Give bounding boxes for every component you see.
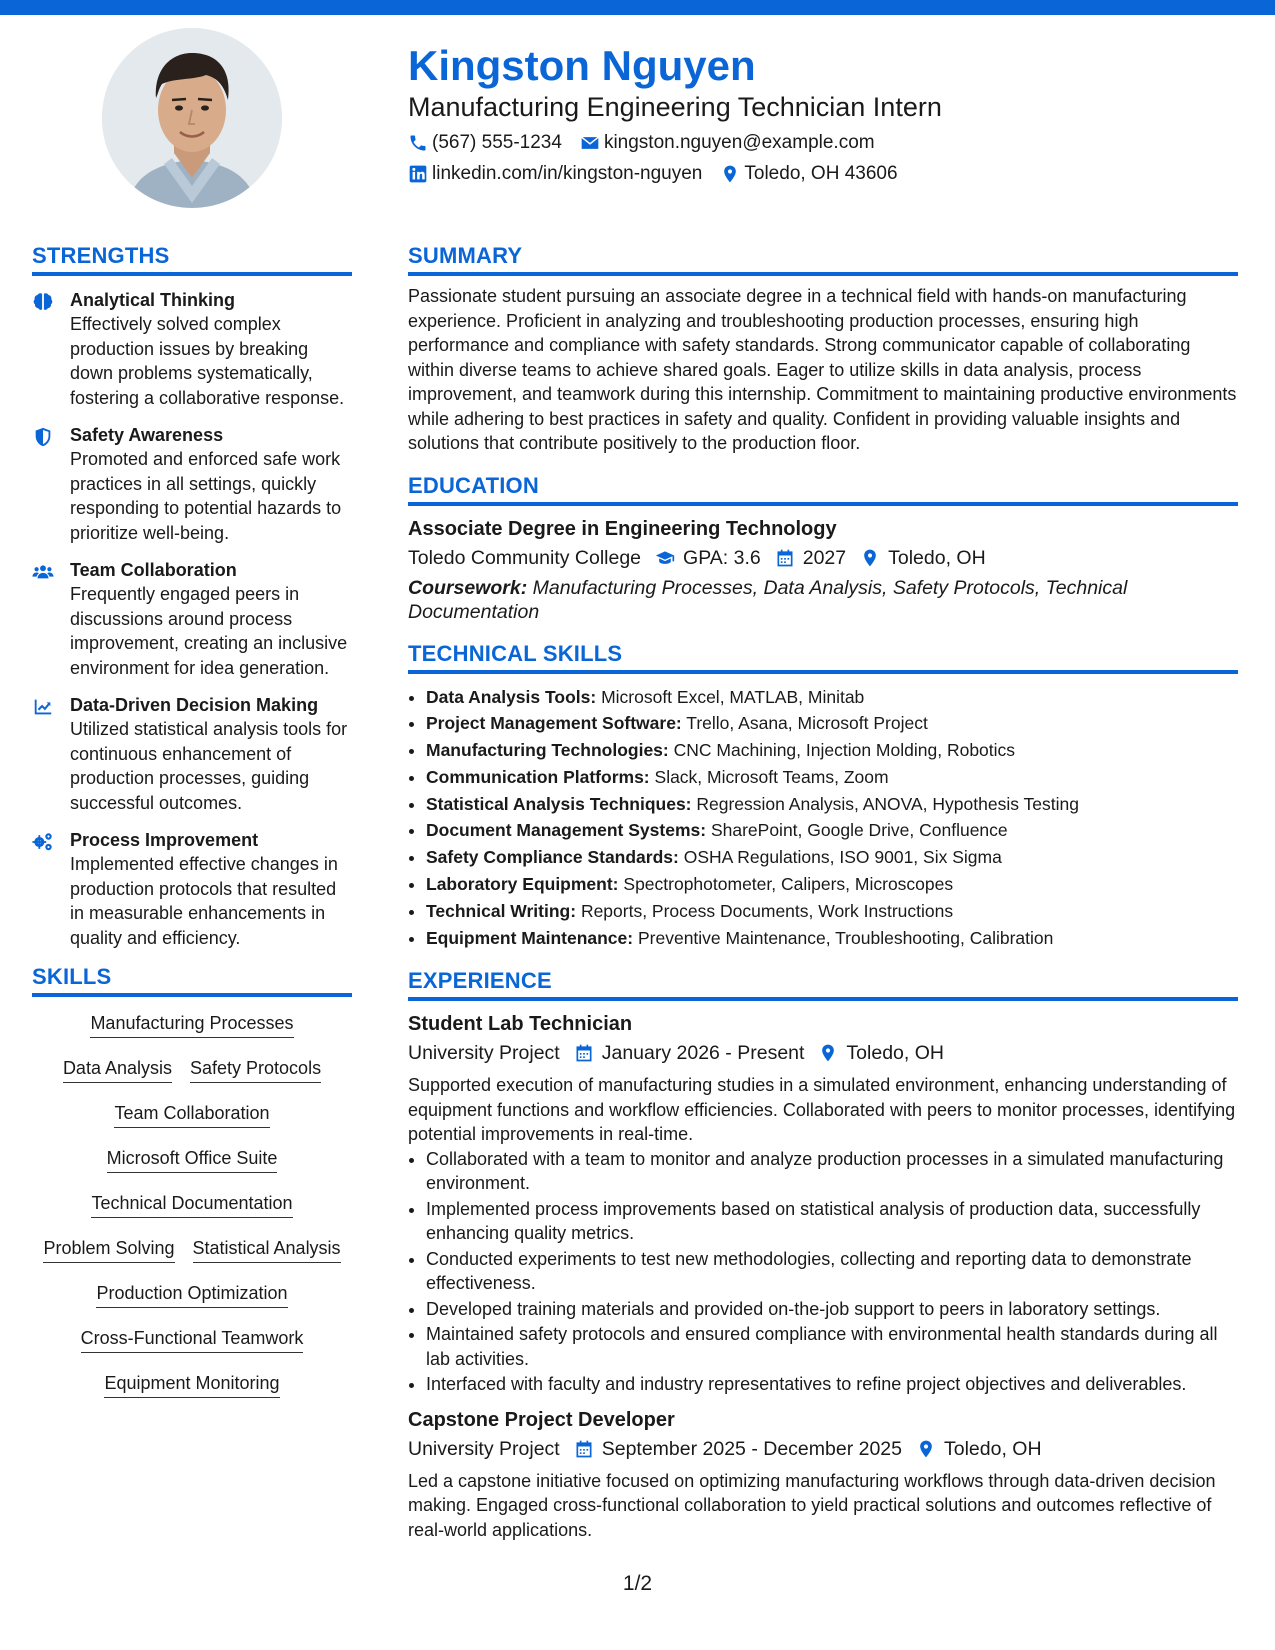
job-location (818, 1039, 944, 1067)
strength-item (32, 423, 352, 545)
email-link[interactable]: kingston.nguyen@example.com (603, 132, 875, 153)
calendar-icon (574, 1043, 594, 1063)
tech-skill-label: Project Management Software: (426, 713, 682, 734)
job-entry (408, 1407, 1238, 1543)
skill-tag: Equipment Monitoring (104, 1371, 279, 1398)
job-location-text: Toledo, OH (943, 1437, 1042, 1460)
strength-desc: Promoted and enforced safe work practices in all settings, quickly responding to potential hazards to prioritize well-being. (70, 449, 342, 543)
linkedin-link[interactable]: linkedin.com/in/kingston-nguyen (432, 163, 703, 184)
strength-item (32, 288, 352, 410)
email-contact[interactable] (580, 131, 875, 155)
strength-item (32, 693, 352, 815)
chart-line-icon (32, 696, 54, 718)
strengths-heading: STRENGTHS (32, 242, 352, 276)
strength-desc: Frequently engaged peers in discussions around process improvement, creating an inclusive environment for idea generation. (70, 584, 348, 678)
graduation-cap-icon (655, 548, 675, 568)
list-item (426, 737, 1238, 764)
skill-tag: Safety Protocols (190, 1056, 321, 1083)
tech-skill-value: Microsoft Excel, MATLAB, Minitab (601, 686, 865, 707)
list-item (426, 710, 1238, 737)
skill-tag: Manufacturing Processes (90, 1011, 293, 1038)
job-title: Capstone Project Developer (408, 1408, 675, 1431)
skill-tag: Cross-Functional Teamwork (81, 1326, 304, 1353)
calendar-icon (574, 1439, 594, 1459)
strength-desc: Effectively solved complex production issues by breaking down problems systematically, fostering a collaborative response. (70, 314, 345, 408)
skill-tag: Team Collaboration (114, 1101, 269, 1128)
list-item: • Interfaced with faculty and industry representatives to refine project objectives and deliverables. (426, 1372, 1238, 1397)
list-item: • Maintained safety protocols and ensured compliance with environmental health standards during all lab activities. (426, 1322, 1238, 1371)
skill-tag: Statistical Analysis (193, 1236, 341, 1263)
list-item (426, 684, 1238, 711)
tech-skill-label: Manufacturing Technologies: (426, 740, 669, 761)
coursework-text: Manufacturing Processes, Data Analysis, Safety Protocols, Technical Documentation (408, 576, 1128, 623)
map-pin-icon (720, 164, 740, 184)
job-description: Supported execution of manufacturing studies in a simulated environment, enhancing understanding of equipment functions and workflow efficiencies. Collaborated with peers to monitor processes, identifying potential improvements in real-time. (408, 1075, 1236, 1145)
shield-icon (32, 426, 54, 448)
strength-title: Process Improvement (70, 830, 259, 850)
job-meta (408, 1039, 1238, 1067)
job-dates (574, 1435, 902, 1463)
strength-desc: Utilized statistical analysis tools for continuous enhancement of production processes, guiding successful outcomes. (70, 719, 348, 813)
job-title: Student Lab Technician (408, 1013, 633, 1036)
location-contact (720, 162, 897, 186)
list-item (426, 898, 1238, 925)
education-heading: EDUCATION (408, 472, 1238, 506)
list-item: • Developed training materials and provided on-the-job support to peers in laboratory settings. (426, 1297, 1238, 1322)
job-dates-text: January 2026 - Present (601, 1042, 805, 1065)
strength-item (32, 558, 352, 680)
education-section (408, 472, 1238, 624)
tech-skill-label: Document Management Systems: (426, 820, 707, 841)
school-name (408, 544, 641, 572)
strength-title: Analytical Thinking (70, 290, 236, 310)
skill-tag: Problem Solving (43, 1236, 174, 1263)
tech-skill-value: CNC Machining, Injection Molding, Robotics (673, 740, 1016, 761)
brain-icon (32, 291, 54, 313)
job-org (408, 1039, 560, 1067)
strength-title: Safety Awareness (70, 425, 224, 445)
strengths-list (32, 288, 352, 950)
list-item (426, 925, 1238, 952)
tech-skill-label: Safety Compliance Standards: (426, 847, 679, 868)
tech-skill-value: Trello, Asana, Microsoft Project (686, 713, 928, 734)
summary-heading: SUMMARY (408, 242, 1238, 276)
coursework (408, 576, 1238, 624)
tech-skill-label: Data Analysis Tools: (426, 686, 597, 707)
education-meta (408, 544, 1238, 572)
list-item (426, 791, 1238, 818)
tech-skill-value: Reports, Process Documents, Work Instructions (580, 900, 954, 921)
school-text: Toledo Community College (408, 546, 642, 569)
technical-skills-heading: TECHNICAL SKILLS (408, 640, 1238, 674)
candidate-name: Kingston Nguyen (408, 42, 756, 89)
experience-heading: EXPERIENCE (408, 967, 1238, 1001)
list-item (426, 764, 1238, 791)
skill-tag: Data Analysis (63, 1056, 172, 1083)
edu-location-text: Toledo, OH (888, 546, 986, 569)
technical-skills-section (408, 640, 1238, 952)
contact-row-2 (408, 162, 1238, 186)
tech-skill-value: SharePoint, Google Drive, Confluence (710, 820, 1008, 841)
summary-text: Passionate student pursuing an associate degree in a technical field with hands-on manufacturing experience. Proficient in analyzing and troubleshooting production processes, ensuring high performance and compliance with safety standards. Strong communicator capable of collaborating within diverse teams to achieve shared goals. Eager to utilize skills in data analysis, process improvement, and teamwork during this internship. Commitment to maintaining productive environments while adhering to best practices in safety and quality. Confident in providing valuable insights and solutions that contribute positively to the production floor. (408, 286, 1237, 453)
tech-skill-label: Statistical Analysis Techniques: (426, 793, 692, 814)
page-number: 1/2 (622, 1572, 653, 1595)
tech-skill-value: Slack, Microsoft Teams, Zoom (654, 766, 889, 787)
linkedin-icon (408, 164, 428, 184)
candidate-title: Manufacturing Engineering Technician Intern (408, 92, 942, 122)
list-item: • Implemented process improvements based on statistical analysis of production data, successfully enhancing quality metrics. (426, 1197, 1238, 1246)
skill-tag: Technical Documentation (91, 1191, 292, 1218)
tech-skill-label: Laboratory Equipment: (426, 874, 619, 895)
linkedin-contact[interactable] (408, 162, 702, 186)
technical-skills-list (408, 684, 1238, 952)
job-meta (408, 1435, 1238, 1463)
location-text: Toledo, OH 43606 (744, 163, 898, 184)
gpa-item (655, 544, 761, 572)
tech-skill-label: Technical Writing: (426, 900, 577, 921)
users-icon (32, 561, 54, 583)
job-bullets (408, 1147, 1238, 1397)
skills-heading: SKILLS (32, 963, 352, 997)
coursework-label: Coursework: (408, 576, 528, 599)
phone-contact (408, 131, 562, 155)
list-item (426, 817, 1238, 844)
job-description: Led a capstone initiative focused on optimizing manufacturing workflows through data-driven decision making. Engaged cross-functional collaboration to yield practical solutions and outcomes reflective of real-world applications. (408, 1470, 1216, 1540)
year-text: 2027 (802, 546, 847, 569)
list-item (426, 871, 1238, 898)
resume-header (408, 42, 1238, 186)
job-entry (408, 1011, 1238, 1397)
contact-row-1 (408, 131, 1238, 155)
phone-text: (567) 555-1234 (432, 132, 562, 153)
phone-icon (408, 133, 428, 153)
year-item (775, 544, 846, 572)
job-org-text: University Project (408, 1437, 560, 1460)
gpa-text: GPA: 3.6 (683, 546, 761, 569)
map-pin-icon (916, 1439, 936, 1459)
tech-skill-value: Preventive Maintenance, Troubleshooting, Calibration (637, 927, 1054, 948)
job-dates-text: September 2025 - December 2025 (601, 1437, 902, 1460)
strength-desc: Implemented effective changes in production protocols that resulted in measurable enhancements in quality and efficiency. (70, 854, 338, 948)
tech-skill-value: OSHA Regulations, ISO 9001, Six Sigma (683, 847, 1002, 868)
tech-skill-label: Communication Platforms: (426, 766, 650, 787)
gears-icon (32, 831, 54, 853)
tech-skill-label: Equipment Maintenance: (426, 927, 634, 948)
top-accent-bar (0, 0, 1275, 15)
right-column (408, 242, 1238, 1542)
map-pin-icon (818, 1043, 838, 1063)
list-item: • Conducted experiments to test new methodologies, collecting and reporting data to demonstrate effectiveness. (426, 1247, 1238, 1296)
left-column (32, 242, 352, 1416)
profile-photo-illustration (102, 28, 282, 208)
list-item (426, 844, 1238, 871)
tech-skill-value: Spectrophotometer, Calipers, Microscopes (623, 874, 954, 895)
job-dates (574, 1039, 805, 1067)
skills-list (32, 1011, 352, 1416)
tech-skill-value: Regression Analysis, ANOVA, Hypothesis Testing (696, 793, 1079, 814)
calendar-icon (775, 548, 795, 568)
skill-tag: Microsoft Office Suite (107, 1146, 278, 1173)
job-location-text: Toledo, OH (846, 1042, 944, 1065)
profile-photo (102, 28, 282, 208)
job-org-text: University Project (408, 1042, 560, 1065)
skill-tag: Production Optimization (96, 1281, 287, 1308)
edu-location-item (860, 544, 986, 572)
job-location (916, 1435, 1042, 1463)
degree-title: Associate Degree in Engineering Technology (408, 517, 837, 540)
experience-section (408, 967, 1238, 1542)
job-org (408, 1435, 560, 1463)
list-item: • Collaborated with a team to monitor and analyze production processes in a simulated manufacturing environment. (426, 1147, 1238, 1196)
strength-title: Data-Driven Decision Making (70, 695, 319, 715)
strength-title: Team Collaboration (70, 560, 237, 580)
strength-item (32, 828, 352, 950)
envelope-icon (580, 133, 600, 153)
map-pin-icon (860, 548, 880, 568)
